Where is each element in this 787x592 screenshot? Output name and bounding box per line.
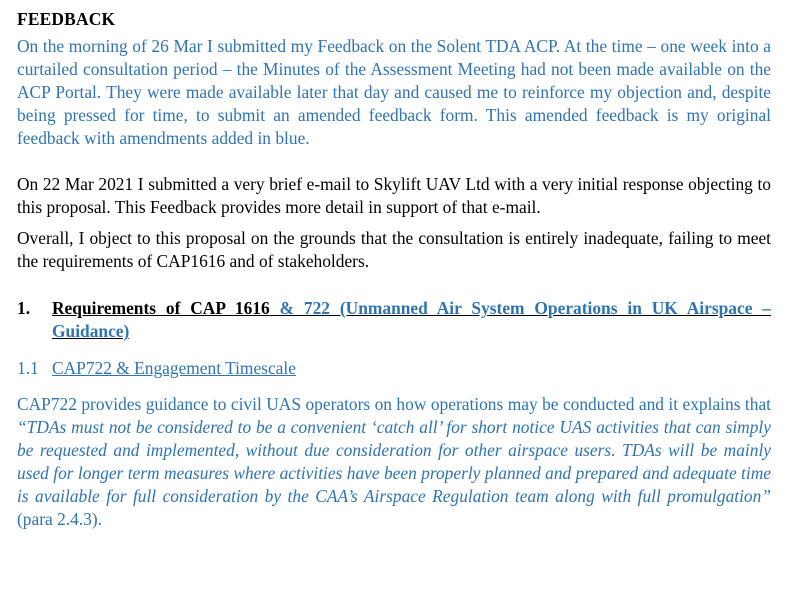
cap722-quote: “TDAs must not be considered to be a convenient ‘catch all’ for short notice UAS activities that can simply be requested and implemented, without due consideration for other airspace users. TDAs will be mainly used for longer term measures where activities have been properly planned and prepared and adequate time is available for full consideration by the CAA’s Airspace Regulation team along with full promulgation”: [17, 417, 771, 506]
amendment-paragraph: On the morning of 26 Mar I submitted my Feedback on the Solent TDA ACP. At the time – one week into a curtailed consultation period – the Minutes of the Assessment Meeting had not been made available on the ACP Portal. They were made available later that day and caused me to reinforce my objection and, despite being pressed for time, to submit an amended feedback form. This amended feedback is my original feedback with amendments added in blue.: [17, 36, 771, 148]
section-1-title: [52, 297, 771, 343]
section-1-1-heading: [17, 357, 771, 380]
section-1-1-number: 1.1: [17, 358, 39, 378]
email-paragraph: On 22 Mar 2021 I submitted a very brief e-mail to Skylift UAV Ltd with a very initial response objecting to this proposal. This Feedback provides more detail in support of that e-mail.: [17, 174, 771, 217]
objection-paragraph: Overall, I object to this proposal on the grounds that the consultation is entirely inadequate, failing to meet the requirements of CAP1616 and of stakeholders.: [17, 228, 771, 271]
section-1-title-black: Requirements of CAP 1616: [52, 298, 270, 318]
section-1-1-title: CAP722 & Engagement Timescale: [52, 358, 296, 378]
cap722-intro: CAP722 provides guidance to civil UAS operators on how operations may be conducted and it explains that: [17, 394, 771, 414]
document-heading: FEEDBACK: [17, 9, 116, 29]
cap722-reference: (para 2.4.3).: [17, 509, 102, 529]
section-1-number: 1.: [17, 298, 31, 318]
section-1-title-blue: & 722 (Unmanned Air System Operations in UK Airspace – Guidance): [52, 298, 771, 341]
section-1-heading: [17, 297, 771, 343]
cap722-paragraph: [17, 393, 771, 531]
